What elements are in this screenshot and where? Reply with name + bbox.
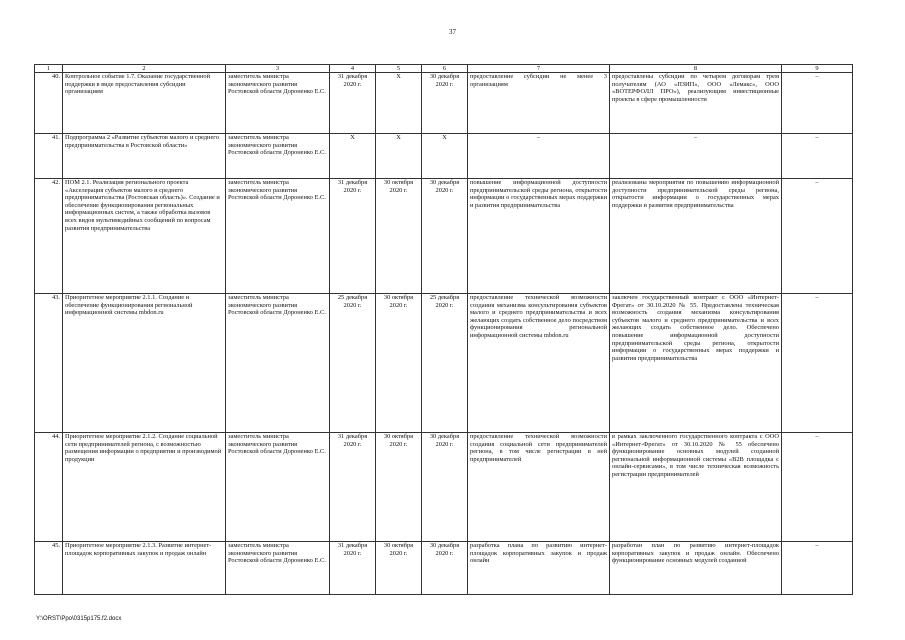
- row-plan-end: 31 декабря 2020 г.: [330, 73, 376, 134]
- row-planned-result: повышение информационной доступности предпринимательской среды региона, открытости информации о государственных мерах поддержки и развития предпринимательства: [468, 179, 610, 294]
- table-row: [35, 542, 853, 595]
- header-cell: 7: [468, 65, 610, 73]
- row-name: ПОМ 2.1. Реализация регионального проекта «Акселерация субъектов малого и среднего предпринимательства (Ростовская область)». Создание и обеспечение функционирования региональных информационных систем, а также обработка вызовов всех видов мультимедийных сообщений по вопросам развития предпринимательства: [63, 179, 226, 294]
- table-row: [35, 179, 853, 294]
- row-executor: заместитель министра экономического развития Ростовской области Дороненко Е.С.: [226, 134, 330, 179]
- header-cell: 3: [226, 65, 330, 73]
- row-actual-result: реализованы мероприятия по повышению информационной доступности предпринимательской среды региона, открытости информации о государственных мерах поддержки и развития предпринимательства: [610, 179, 782, 294]
- row-executor: заместитель министра экономического развития Ростовской области Дороненко Е.С.: [226, 542, 330, 595]
- row-name: Подпрограмма 2 «Развитие субъектов малого и среднего предпринимательства в Ростовской области»: [63, 134, 226, 179]
- row-reasons: –: [782, 294, 853, 433]
- row-reasons: –: [782, 179, 853, 294]
- table-row: [35, 294, 853, 433]
- row-plan-end: 31 декабря 2020 г.: [330, 542, 376, 595]
- table-row: [35, 433, 853, 542]
- row-planned-result: предоставление технической возможности создания механизма консультирования субъектов малого и среднего предпринимательства и всех желающих создать собственное дело посредством функционирования региональной информационной системы mbdon.ru: [468, 294, 610, 433]
- header-cell: 8: [610, 65, 782, 73]
- table-row: [35, 73, 853, 134]
- page-number: 37: [449, 28, 456, 36]
- header-cell: 6: [422, 65, 468, 73]
- header-cell: 5: [376, 65, 422, 73]
- row-fact-start: 30 октября 2020 г.: [376, 433, 422, 542]
- row-fact-start: X: [376, 134, 422, 179]
- table-header-row: [35, 65, 853, 73]
- row-plan-end: 31 декабря 2020 г.: [330, 433, 376, 542]
- header-cell: 9: [782, 65, 853, 73]
- row-number: 43.: [35, 294, 63, 433]
- row-actual-result: предоставлены субсидии по четырем договорам трем получателям (АО «ПЗИП», ООО «Лемакс», ООО «ВОТЕРФОЛЛ ПРО»), реализующим инвестиционные проекты в сфере промышленности: [610, 73, 782, 134]
- row-plan-end: X: [330, 134, 376, 179]
- row-planned-result: –: [468, 134, 610, 179]
- row-fact-start: X: [376, 73, 422, 134]
- header-cell: 1: [35, 65, 63, 73]
- row-fact-end: 30 декабря 2020 г.: [422, 542, 468, 595]
- row-number: 42.: [35, 179, 63, 294]
- row-fact-end: 30 декабря 2020 г.: [422, 433, 468, 542]
- row-reasons: –: [782, 134, 853, 179]
- row-actual-result: заключен государственный контракт с ООО «Интернет-Фрегат» от 30.10.2020 № 55. Предоставлена техническая возможность создания механизма консультирования субъектов малого и среднего предпринимательства и всех желающих создать собственное дело. Обеспечено повышение информационной доступности предпринимательской среды региона, открытости информации о государственных мерах поддержки и развития предпринимательства: [610, 294, 782, 433]
- row-fact-end: 25 декабря 2020 г.: [422, 294, 468, 433]
- table-row: [35, 134, 853, 179]
- row-planned-result: предоставление субсидии не менее 3 организациям: [468, 73, 610, 134]
- row-executor: заместитель министра экономического развития Ростовской области Дороненко Е.С.: [226, 294, 330, 433]
- row-name: Контрольное событие 1.7. Оказание государственной поддержки в виде предоставления субсидии организациям: [63, 73, 226, 134]
- row-executor: заместитель министра экономического развития Ростовской области Дороненко Е.С.: [226, 73, 330, 134]
- row-reasons: –: [782, 542, 853, 595]
- row-name: Приоритетное мероприятие 2.1.1. Создание и обеспечение функционирования региональной информационной системы mbdon.ru: [63, 294, 226, 433]
- row-reasons: –: [782, 433, 853, 542]
- row-executor: заместитель министра экономического развития Ростовской области Дороненко Е.С.: [226, 433, 330, 542]
- row-fact-end: 30 декабря 2020 г.: [422, 179, 468, 294]
- row-number: 44.: [35, 433, 63, 542]
- file-path-footer: Y:\ORST\Ppo\0315p175.f2.docx: [36, 616, 122, 622]
- row-planned-result: предоставление технической возможности создания социальной сети предпринимателей региона, в том числе регистрации в ней предпринимателей: [468, 433, 610, 542]
- row-actual-result: –: [610, 134, 782, 179]
- row-planned-result: разработка плана по развитию интернет-площадок корпоративных закупок и продаж онлайн: [468, 542, 610, 595]
- row-plan-end: 25 декабря 2020 г.: [330, 294, 376, 433]
- report-table: [34, 64, 853, 595]
- row-plan-end: 31 декабря 2020 г.: [330, 179, 376, 294]
- row-fact-end: X: [422, 134, 468, 179]
- row-fact-start: 30 октября 2020 г.: [376, 294, 422, 433]
- row-actual-result: в рамках заключенного государственного контракта с ООО «Интернет-Фрегат» от 30.10.2020 № 55 обеспечено функционирование основных модулей созданной региональной информационной системы «B2B площадка с онлайн-сервисами», в том числе техническая возможность регистрации предпринимателей: [610, 433, 782, 542]
- row-fact-end: 30 декабря 2020 г.: [422, 73, 468, 134]
- header-cell: 4: [330, 65, 376, 73]
- header-cell: 2: [63, 65, 226, 73]
- row-fact-start: 30 октября 2020 г.: [376, 542, 422, 595]
- row-name: Приоритетное мероприятие 2.1.3. Развитие интернет-площадок корпоративных закупок и продаж онлайн: [63, 542, 226, 595]
- row-actual-result: разработан план по развитию интернет-площадок корпоративных закупок и продаж онлайн. Обеспечено функционирование основных модулей созданной: [610, 542, 782, 595]
- row-fact-start: 30 октября 2020 г.: [376, 179, 422, 294]
- row-name: Приоритетное мероприятие 2.1.2. Создание социальной сети предпринимателей региона, с возможностью размещения информации о предприятии и производимой продукции: [63, 433, 226, 542]
- row-reasons: –: [782, 73, 853, 134]
- row-number: 45.: [35, 542, 63, 595]
- row-number: 40.: [35, 73, 63, 134]
- row-number: 41.: [35, 134, 63, 179]
- row-executor: заместитель министра экономического развития Ростовской области Дороненко Е.С.: [226, 179, 330, 294]
